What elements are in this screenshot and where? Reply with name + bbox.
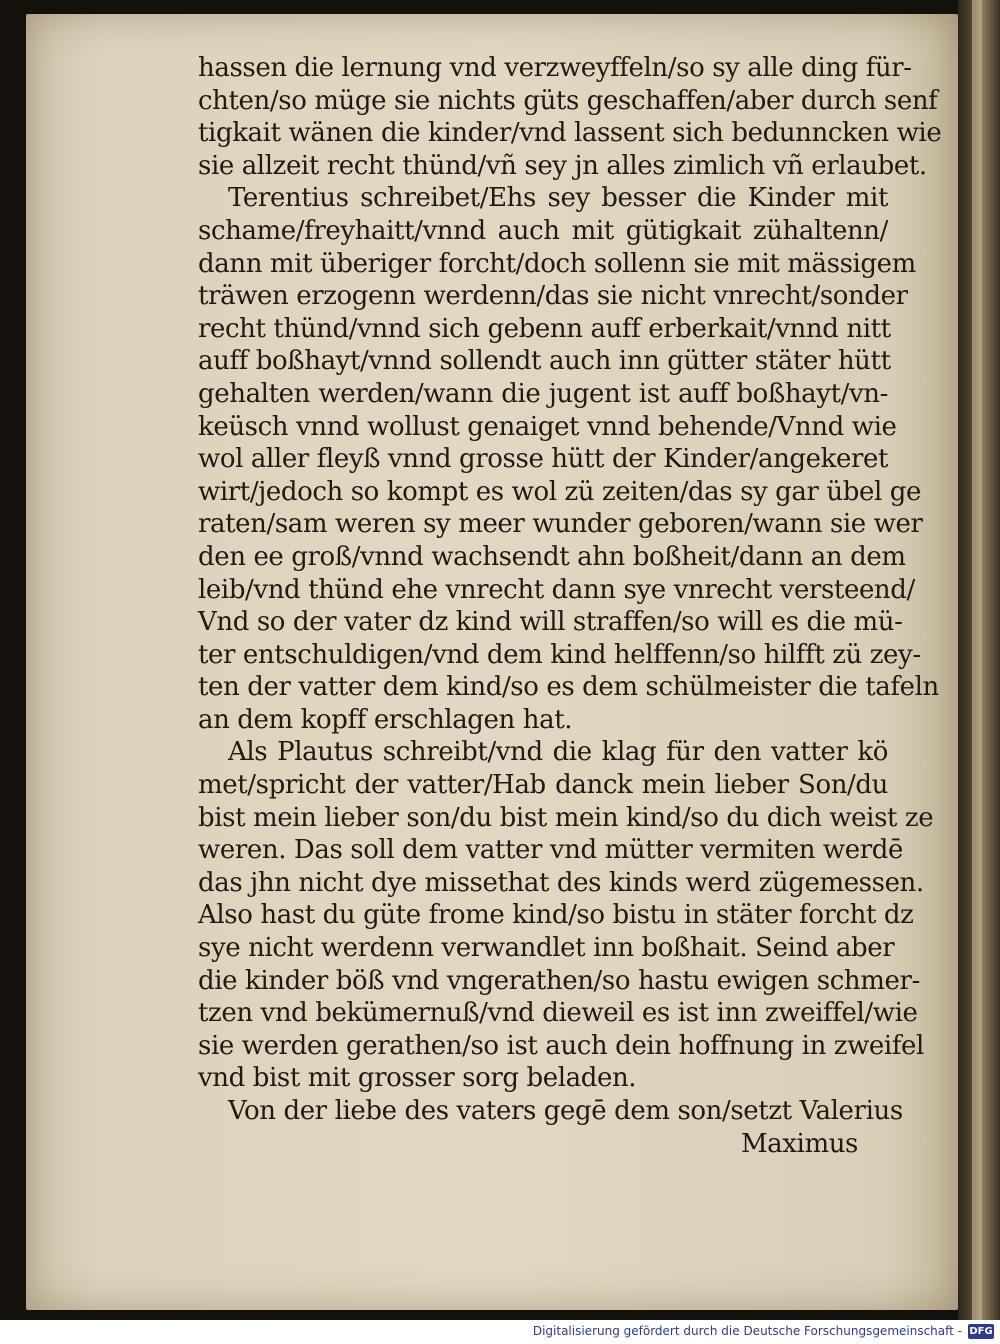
text-line: Also hast du güte frome kind/so bistu in stäter forcht dz	[198, 900, 914, 931]
text-line: raten/sam weren sy meer wunder geboren/wann sie wer	[198, 509, 923, 540]
text-line: Von der liebe des vaters gegē dem son/setzt Valerius	[228, 1096, 903, 1126]
text-line: hassen die lernung vnd verzweyffeln/so sy alle ding für-	[198, 53, 912, 83]
text-line: vnd bist mit grosser sorg beladen.	[198, 1063, 637, 1094]
text-line: an dem kopff erschlagen hat.	[198, 704, 573, 735]
text-line: Vnd so der vater dz kind will straffen/so will es die mü-	[198, 607, 903, 638]
text-line: dann mit überiger forcht/doch sollenn sie mit mässigem	[198, 248, 916, 279]
text-line: tigkait wänen die kinder/vnd lassent sich bedunncken wie	[198, 118, 942, 149]
text-line: met/spricht der vatter/Hab danck mein lieber Son/du	[198, 770, 888, 801]
text-line: Als Plautus schreibt/vnd die klag für den vatter kö	[228, 737, 888, 768]
text-line: recht thünd/vnnd sich gebenn auff erberkait/vnnd nitt	[198, 313, 891, 344]
footer-bar	[0, 1320, 1000, 1344]
text-line: ten der vatter dem kind/so es dem schülmeister die tafeln	[198, 672, 939, 703]
text-line: Terentius schreibet/Ehs sey besser die Kinder mit	[228, 183, 888, 214]
text-line: tzen vnd bekümernuß/vnd dieweil es ist inn zweiffel/wie	[198, 998, 918, 1029]
dfg-logo: DFG	[969, 1326, 993, 1337]
text-line: sye nicht werdenn verwandlet inn boßhait. Seind aber	[198, 933, 895, 964]
text-line: das jhn nicht dye missethat des kinds werd zügemessen.	[198, 867, 924, 898]
text-line: auff boßhayt/vnnd sollendt auch inn gütter stäter hütt	[198, 346, 891, 377]
catchword: Maximus	[740, 1128, 858, 1159]
text-line: gehalten werden/wann die jugent ist auff boßhayt/vn-	[198, 378, 888, 409]
text-line: den ee groß/vnnd wachsendt ahn boßheit/dann an dem	[198, 541, 906, 572]
text-line: wol aller fleyß vnnd grosse hütt der Kinder/angekeret	[198, 444, 889, 475]
text-line: leib/vnd thünd ehe vnrecht dann sye vnrecht versteend/	[198, 574, 915, 605]
page-text	[198, 52, 942, 1160]
text-line: keüsch vnnd wollust genaiget vnnd behende/Vnnd wie	[198, 411, 897, 442]
text-line: chten/so müge sie nichts güts geschaffen/aber durch senf	[198, 85, 938, 116]
text-line: schame/freyhaitt/vnnd auch mit gütigkait zühaltenn/	[198, 215, 888, 246]
text-line: bist mein lieber son/du bist mein kind/so du dich weist ze	[198, 802, 934, 833]
text-line: ter entschuldigen/vnd dem kind helffenn/so hilfft zü zey-	[198, 639, 921, 670]
text-line: die kinder böß vnd vngerathen/so hastu ewigen schmer-	[198, 965, 920, 996]
funding-credit: Digitalisierung gefördert durch die Deutsche Forschungsgemeinschaft -	[532, 1324, 962, 1338]
text-line: sie werden gerathen/so ist auch dein hoffnung in zweifel	[198, 1030, 924, 1061]
text-line: träwen erzogenn werdenn/das sie nicht vnrecht/sonder	[198, 281, 908, 312]
book-edge	[958, 0, 1000, 1320]
text-line: sie allzeit recht thünd/vñ sey jn alles zimlich vñ erlaubet.	[198, 150, 927, 181]
text-line: weren. Das soll dem vatter vnd mütter vermiten werdē	[198, 835, 904, 866]
text-line: wirt/jedoch so kompt es wol zü zeiten/das sy gar übel ge	[198, 476, 922, 507]
